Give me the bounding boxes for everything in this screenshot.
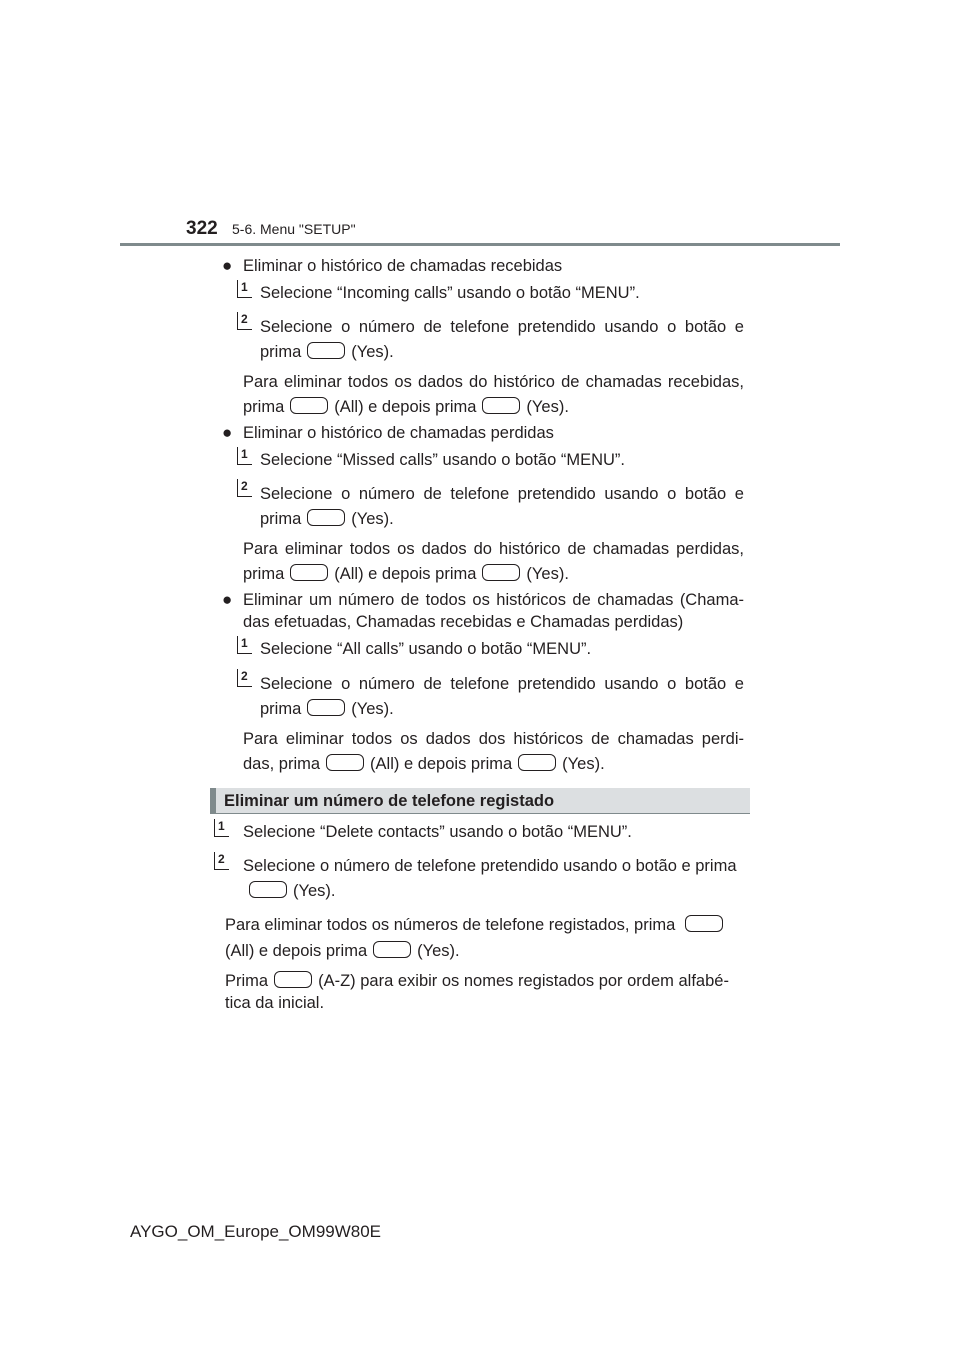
contacts-note1-b: [225, 941, 460, 961]
received-step2-a: Selecione o número de telefone pretendido usando o botão e: [260, 318, 744, 336]
contacts-yes: (Yes).: [293, 882, 336, 900]
received-note-b2: (All) e depois prima: [334, 398, 477, 416]
step-2-badge: 2: [237, 479, 252, 497]
missed-note-b1: prima: [243, 565, 285, 583]
missed-step2-b: [260, 509, 394, 529]
step-1-badge: 1: [237, 280, 252, 298]
contacts-note2-a1: Prima: [225, 972, 269, 990]
all-step1: Selecione “All calls” usando o botão “MENU”.: [260, 640, 592, 658]
received-note-a: Para eliminar todos os dados do histórico de chamadas recebidas,: [243, 373, 744, 391]
az-button-icon: [274, 971, 312, 988]
all-yes: (Yes).: [351, 700, 394, 718]
step-1-badge: 1: [237, 636, 252, 654]
missed-title: Eliminar o histórico de chamadas perdidas: [243, 424, 554, 442]
bullet-icon: ●: [222, 590, 233, 609]
all-note-b1: das, prima: [243, 755, 321, 773]
contacts-note1-b1: (All) e depois prima: [225, 942, 368, 960]
step-1-badge: 1: [214, 819, 229, 837]
yes-button-icon: [307, 342, 345, 359]
bullet-icon: ●: [222, 423, 233, 442]
step-2-badge: 2: [237, 312, 252, 330]
contacts-note2-a: [225, 971, 729, 991]
missed-step2-a: Selecione o número de telefone pretendido usando o botão e: [260, 485, 744, 503]
bullet-icon: ●: [222, 256, 233, 275]
header-rule: [120, 243, 840, 246]
missed-yes: (Yes).: [351, 510, 394, 528]
footer-code: AYGO_OM_Europe_OM99W80E: [130, 1222, 382, 1241]
page-number: 322: [186, 218, 218, 239]
yes-button-icon: [373, 941, 411, 958]
contacts-note1-b2: (Yes).: [417, 942, 460, 960]
yes-button-icon: [482, 564, 520, 581]
missed-step1: Selecione “Missed calls” usando o botão “MENU”.: [260, 451, 625, 469]
received-step2-b-text: prima: [260, 343, 302, 361]
all-button-icon: [290, 564, 328, 581]
all-note-b2: (All) e depois prima: [370, 755, 513, 773]
all-step2-b-text: prima: [260, 700, 302, 718]
contacts-step2-b: [243, 881, 336, 901]
all-title-a: Eliminar um número de todos os históricos de chamadas (Chama-: [243, 591, 744, 609]
missed-step2-b-text: prima: [260, 510, 302, 528]
contacts-step1: Selecione “Delete contacts” usando o botão “MENU”.: [243, 823, 632, 841]
yes-button-icon: [249, 881, 287, 898]
missed-note-a: Para eliminar todos os dados do histórico de chamadas perdidas,: [243, 540, 744, 558]
yes-button-icon: [518, 754, 556, 771]
contacts-note2-a2: (A-Z) para exibir os nomes registados por ordem alfabé-: [318, 972, 729, 990]
all-title-b: das efetuadas, Chamadas recebidas e Chamadas perdidas): [243, 613, 684, 631]
contacts-note1-a: [225, 915, 729, 935]
yes-button-icon: [307, 699, 345, 716]
received-note-b: [243, 397, 569, 417]
missed-note-b2: (All) e depois prima: [334, 565, 477, 583]
received-step2-b: [260, 342, 394, 362]
step-2-badge: 2: [214, 852, 229, 870]
all-step2-a: Selecione o número de telefone pretendido usando o botão e: [260, 675, 744, 693]
received-title: Eliminar o histórico de chamadas recebidas: [243, 257, 563, 275]
all-button-icon: [290, 397, 328, 414]
received-note-b1: prima: [243, 398, 285, 416]
all-step2-b: [260, 699, 394, 719]
step-2-badge: 2: [237, 669, 252, 687]
received-step1: Selecione “Incoming calls” usando o botão “MENU”.: [260, 284, 640, 302]
all-note-b: [243, 754, 605, 774]
missed-note-b3: (Yes).: [526, 565, 569, 583]
section-title: 5-6. Menu "SETUP": [232, 221, 356, 237]
all-note-a: Para eliminar todos os dados dos históricos de chamadas perdi-: [243, 730, 744, 748]
yes-button-icon: [482, 397, 520, 414]
all-button-icon: [685, 915, 723, 932]
step-1-badge: 1: [237, 447, 252, 465]
section-heading: Eliminar um número de telefone registado: [224, 792, 555, 810]
contacts-step2-a: Selecione o número de telefone pretendido usando o botão e prima: [243, 857, 737, 875]
yes-button-icon: [307, 509, 345, 526]
all-button-icon: [326, 754, 364, 771]
received-yes: (Yes).: [351, 343, 394, 361]
contacts-note2-b: tica da inicial.: [225, 994, 325, 1012]
missed-note-b: [243, 564, 569, 584]
all-note-b3: (Yes).: [562, 755, 605, 773]
received-note-b3: (Yes).: [526, 398, 569, 416]
contacts-note1-a-text: Para eliminar todos os números de telefone registados, prima: [225, 916, 676, 934]
